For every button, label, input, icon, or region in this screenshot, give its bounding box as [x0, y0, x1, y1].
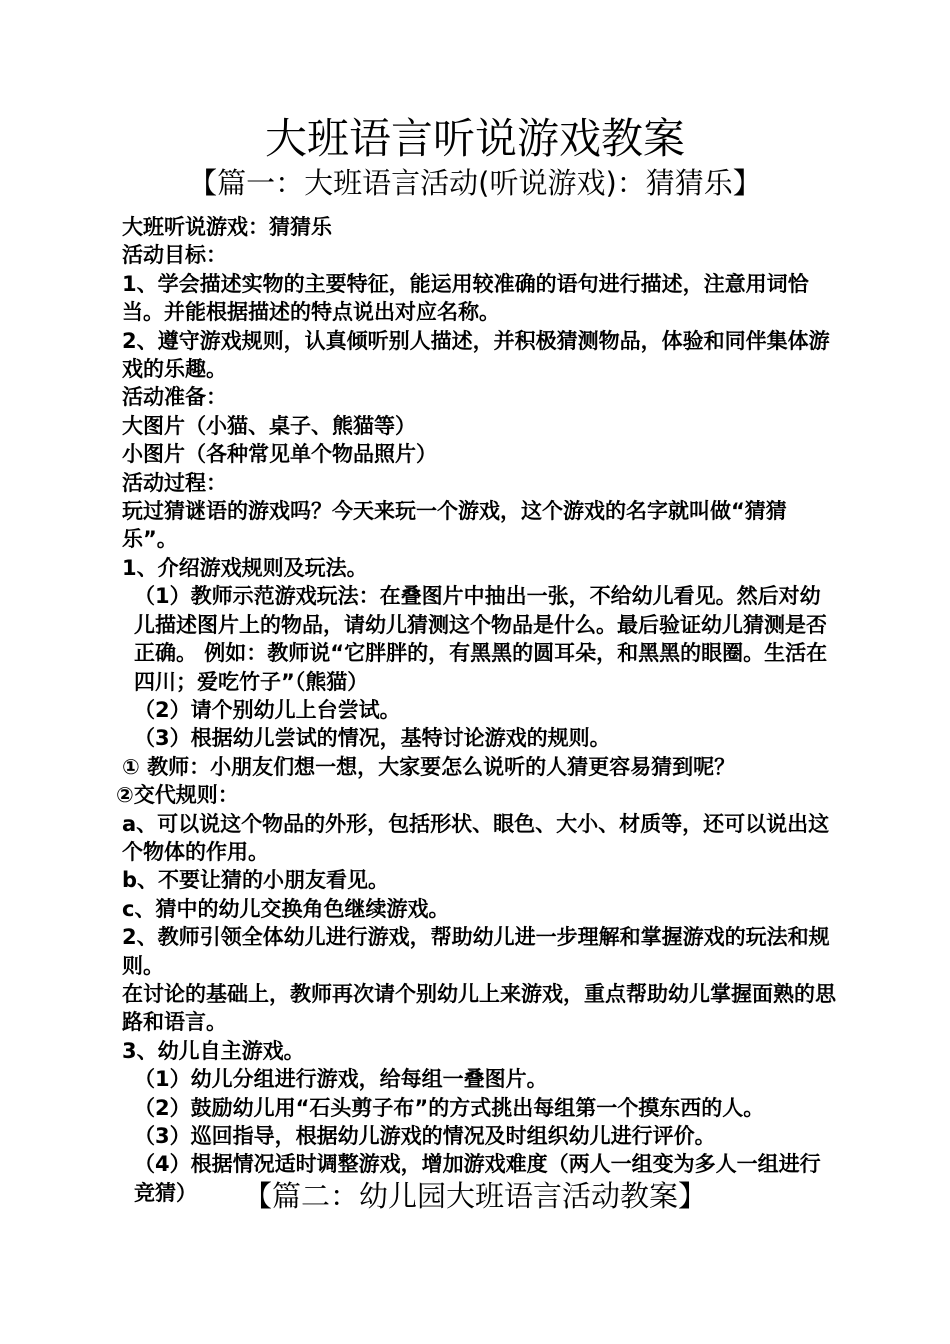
paragraph: （3）根据幼儿尝试的情况，基特讨论游戏的规则。 [134, 726, 611, 751]
paragraph: ① 教师：小朋友们想一想，大家要怎么说听的人猜更容易猜到呢？ [122, 754, 736, 779]
paragraph: c、猜中的幼儿交换角色继续游戏。 [122, 896, 450, 921]
paragraph: （1）教师示范游戏玩法：在叠图片中抽出一张，不给幼儿看见。然后对幼儿描述图片上的物品，请幼儿猜测这个物品是什么。最后验证幼儿猜测是否正确。 例如：教师说“它胖胖的，有黑黑的圆耳朵，和黑黑的眼圈。生活在四川；爱吃竹子”（熊猫） [134, 584, 828, 694]
paragraph: 活动目标： [122, 243, 227, 268]
paragraph: 3、幼儿自主游戏。 [122, 1038, 305, 1063]
paragraph: 活动过程： [122, 470, 227, 495]
paragraph: 2、教师引领全体幼儿进行游戏，帮助幼儿进一步理解和掌握游戏的玩法和规则。 [122, 925, 830, 978]
paragraph: 玩过猜谜语的游戏吗？今天来玩一个游戏，这个游戏的名字就叫做“猜猜乐”。 [122, 499, 787, 552]
paragraph: 大图片（小猫、桌子、熊猫等） [122, 413, 416, 438]
paragraph: （2）鼓励幼儿用“石头剪子布”的方式挑出每组第一个摸东西的人。 [134, 1095, 765, 1120]
paragraph: a、可以说这个物品的外形，包括形状、眼色、大小、材质等，还可以说出这个物体的作用。 [122, 811, 830, 864]
document-title: 大班语言听说游戏教案 [264, 114, 685, 163]
paragraph: （3）巡回指导，根据幼儿游戏的情况及时组织幼儿进行评价。 [134, 1124, 716, 1148]
paragraph: 活动准备： [122, 385, 227, 410]
paragraph: （4）根据情况适时调整游戏，增加游戏难度（两人一组变为多人一组进行竞猜） [134, 1152, 821, 1205]
paragraph: ②交代规则： [116, 783, 239, 808]
paragraph: 2、遵守游戏规则，认真倾听别人描述，并积极猜测物品，体验和同伴集体游戏的乐趣。 [122, 328, 830, 382]
paragraph: 大班听说游戏：猜猜乐 [122, 215, 332, 239]
paragraph: 1、介绍游戏规则及玩法。 [122, 555, 368, 580]
paragraph: （2）请个别幼儿上台尝试。 [134, 697, 401, 722]
paragraph: 在讨论的基础上，教师再次请个别幼儿上来游戏，重点帮助幼儿掌握面熟的思路和语言。 [122, 981, 836, 1035]
paragraph: （1）幼儿分组进行游戏，给每组一叠图片。 [134, 1067, 548, 1092]
section-1-body [116, 213, 836, 1207]
section-2-heading: 【篇二：幼儿园大班语言活动教案】 [242, 1179, 707, 1213]
paragraph: 小图片（各种常见单个物品照片） [122, 442, 437, 467]
paragraph: b、不要让猜的小朋友看见。 [122, 868, 390, 893]
section-1-heading: 【篇一：大班语言活动(听说游戏)：猜猜乐】 [188, 166, 762, 200]
paragraph: 1、学会描述实物的主要特征，能运用较准确的语句进行描述，注意用词恰当。并能根据描述的特点说出对应名称。 [122, 271, 809, 325]
